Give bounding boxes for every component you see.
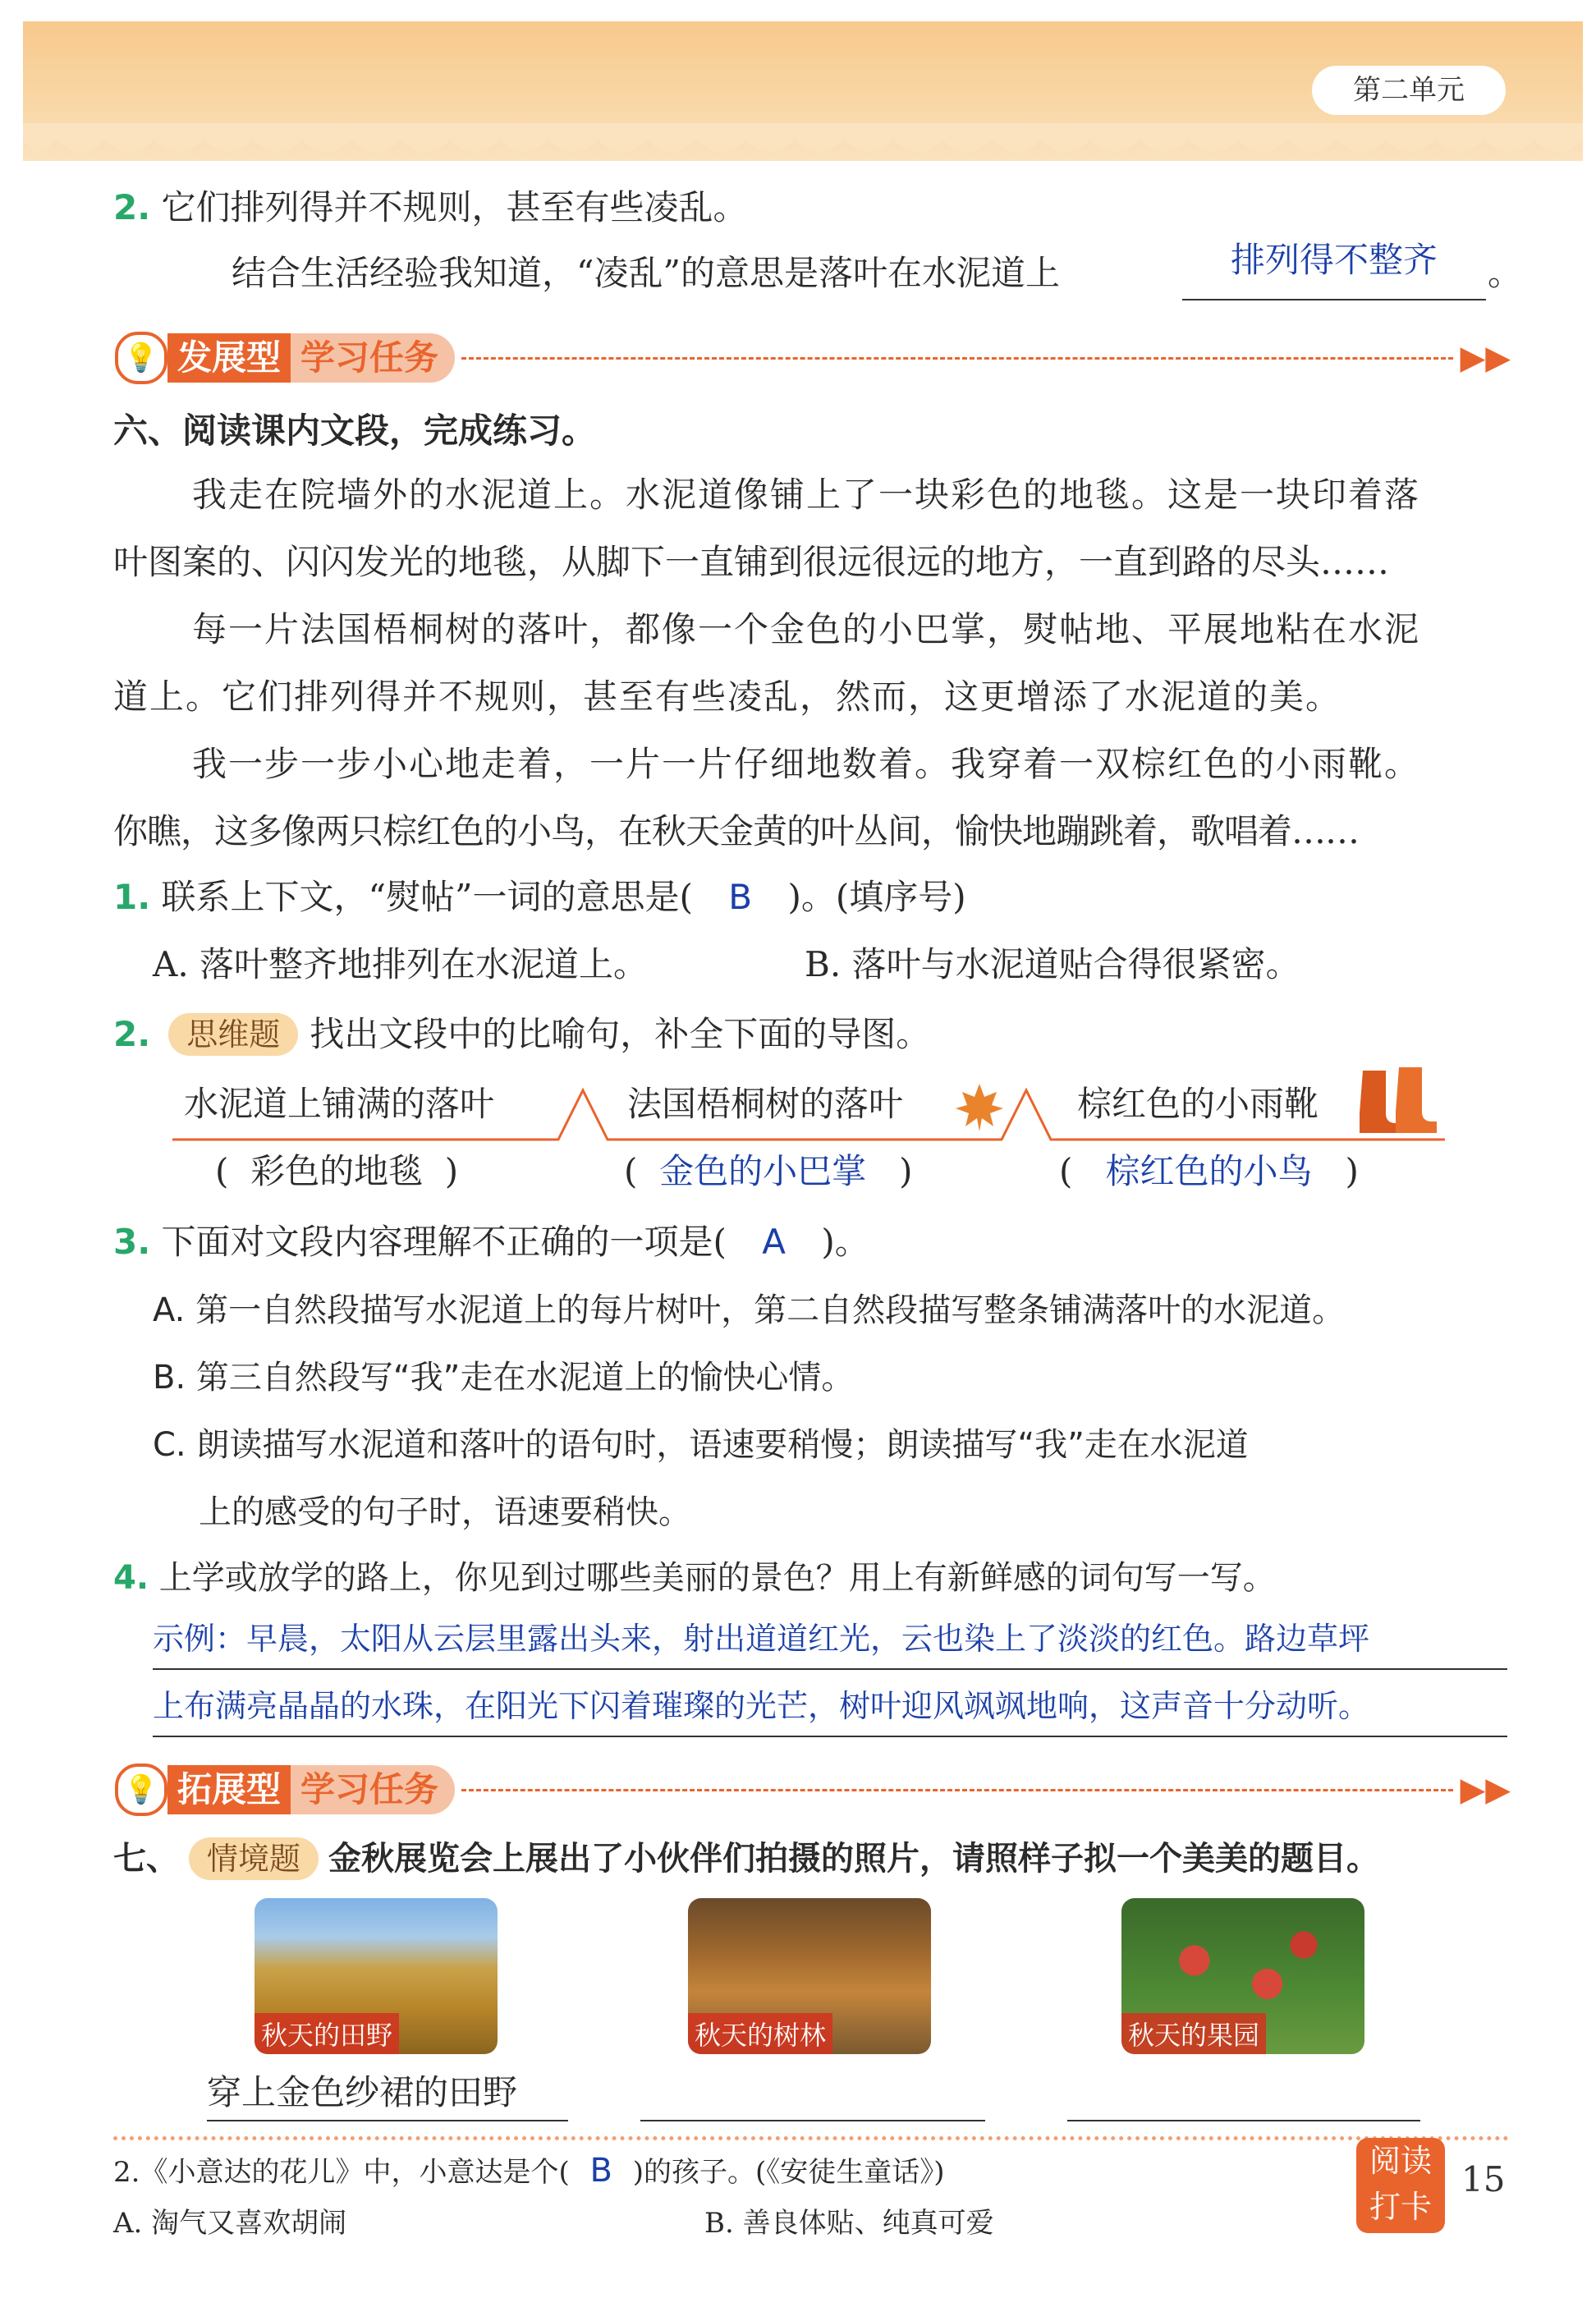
option-a: A. 第一自然段描写水泥道上的每片树叶，第二自然段描写整条铺满落叶的水泥道。 xyxy=(153,1291,1346,1329)
mindmap-answer-1: ( 彩色的地毯 ) xyxy=(215,1151,459,1191)
footer-divider xyxy=(113,2136,1509,2140)
mindmap-item-2: 法国梧桐树的落叶 xyxy=(627,1084,904,1124)
title-line-1[interactable] xyxy=(207,2066,568,2121)
footer-question-end: )的孩子。(《安徒生童话》) xyxy=(632,2156,945,2189)
footer-answer[interactable]: B xyxy=(589,2152,612,2190)
photo-caption: 秋天的树林 xyxy=(688,2013,832,2054)
option-c-line-2: 上的感受的句子时，语速要稍快。 xyxy=(199,1493,691,1531)
footer-option-b: B. 善良体贴、纯真可爱 xyxy=(704,2207,994,2240)
photo-caption: 秋天的田野 xyxy=(255,2013,399,2054)
heading-prefix: 七、 xyxy=(113,1840,179,1878)
question-2-top xyxy=(113,187,748,228)
question-text-end: )。(填序号) xyxy=(787,877,966,917)
photo-orchard xyxy=(1121,1898,1364,2054)
footer-question xyxy=(113,2149,945,2190)
question-text: 联系上下文，“熨帖”一词的意思是( xyxy=(161,877,693,917)
photo-field xyxy=(255,1898,498,2054)
answer-text: 示例：早晨，太阳从云层里露出头来，射出道道红光，云也染上了淡淡的红色。路边草坪 xyxy=(153,1621,1370,1657)
prompt-end: 。 xyxy=(1488,253,1523,293)
question-text: 它们排列得并不规则，甚至有些凌乱。 xyxy=(161,187,748,227)
double-arrow-icon: ▶▶ xyxy=(1460,1771,1511,1809)
header-wave xyxy=(23,123,1583,172)
section-task: 学习任务 xyxy=(291,333,455,383)
section-task: 学习任务 xyxy=(291,1765,455,1814)
option-b: B. 落叶与水泥道贴合得很紧密。 xyxy=(805,944,1300,984)
footer-option-a: A. 淘气又喜欢胡闹 xyxy=(113,2207,347,2240)
title-line-3[interactable] xyxy=(1067,2066,1420,2121)
question-2-prompt xyxy=(232,253,1060,294)
answer-text: 彩色的地毯 xyxy=(250,1151,424,1191)
dashed-line xyxy=(461,1789,1453,1791)
question-text: 下面对文段内容理解不正确的一项是( xyxy=(161,1222,727,1262)
question-4 xyxy=(113,1558,1276,1598)
prompt-text: 结合生活经验我知道，“凌乱”的意思是落叶在水泥道上 xyxy=(232,253,1060,293)
section-type: 发展型 xyxy=(167,333,291,383)
answer-choice[interactable]: B xyxy=(728,877,753,917)
scenario-tag: 情境题 xyxy=(189,1837,319,1880)
passage-line-4: 道上。它们排列得并不规则，甚至有些凌乱，然而，这更增添了水泥道的美。 xyxy=(113,677,1342,717)
option-a: A. 落叶整齐地排列在水泥道上。 xyxy=(153,944,649,984)
question-number: 1. xyxy=(113,877,151,917)
photo-caption: 秋天的果园 xyxy=(1121,2013,1266,2054)
question-number: 4. xyxy=(113,1559,149,1597)
answer-text: 金色的小巴掌 xyxy=(659,1151,867,1191)
page-number: 15 xyxy=(1461,2159,1506,2199)
passage-line-3: 每一片法国梧桐树的落叶，都像一个金色的小巴掌，熨帖地、平展地粘在水泥 xyxy=(192,609,1421,649)
mindmap-answer-2: ( 金色的小巴掌 ) xyxy=(624,1151,913,1191)
option-b: B. 第三自然段写“我”走在水泥道上的愉快心情。 xyxy=(153,1359,855,1397)
question-text: 找出文段中的比喻句，补全下面的导图。 xyxy=(310,1013,931,1054)
photo-forest xyxy=(688,1898,931,2054)
lightbulb-icon: 💡 xyxy=(115,1764,167,1816)
card-line-1: 阅读 xyxy=(1369,2143,1432,2179)
question-1 xyxy=(113,877,966,918)
dashed-line xyxy=(461,357,1453,360)
double-arrow-icon: ▶▶ xyxy=(1460,339,1511,377)
answer-line-2[interactable] xyxy=(153,1681,1507,1737)
card-line-2: 打卡 xyxy=(1369,2189,1432,2225)
section-type: 拓展型 xyxy=(167,1765,291,1814)
mindmap-answer-3: ( 棕红色的小鸟 ) xyxy=(1059,1151,1359,1191)
part6-heading: 六、阅读课内文段，完成练习。 xyxy=(113,410,597,451)
question-text-end: )。 xyxy=(821,1222,869,1262)
passage-line-5: 我一步一步小心地走着，一片一片仔细地数着。我穿着一双棕红色的小雨靴。 xyxy=(192,744,1421,784)
passage-line-1: 我走在院墙外的水泥道上。水泥道像铺上了一块彩色的地毯。这是一块印着落 xyxy=(192,475,1421,515)
mindmap-item-3: 棕红色的小雨靴 xyxy=(1077,1084,1319,1124)
section-banner-develop xyxy=(115,332,1511,384)
footer-question-text: 2.《小意达的花儿》中，小意达是个( xyxy=(113,2156,570,2189)
question-number: 2. xyxy=(113,1013,151,1054)
reading-checkin-card[interactable] xyxy=(1356,2138,1445,2233)
example-title: 穿上金色纱裙的田野 xyxy=(207,2072,518,2112)
heading-text: 金秋展览会上展出了小伙伴们拍摄的照片，请照样子拟一个美美的题目。 xyxy=(328,1840,1380,1878)
maple-leaf-icon xyxy=(952,1080,1007,1135)
question-2 xyxy=(113,1013,930,1056)
question-number: 2. xyxy=(113,187,151,227)
option-c-line-1: C. 朗读描写水泥道和落叶的语句时，语速要稍慢；朗读描写“我”走在水泥道 xyxy=(153,1426,1249,1464)
unit-badge: 第二单元 xyxy=(1312,66,1506,115)
question-number: 3. xyxy=(113,1222,151,1262)
question-text: 上学或放学的路上，你见到过哪些美丽的景色？用上有新鲜感的词句写一写。 xyxy=(158,1559,1276,1597)
title-line-2[interactable] xyxy=(640,2066,985,2121)
question-3 xyxy=(113,1222,869,1263)
thinking-tag: 思维题 xyxy=(168,1013,298,1056)
rain-boots-icon xyxy=(1355,1064,1445,1138)
mindmap-item-1: 水泥道上铺满的落叶 xyxy=(184,1084,495,1124)
part7-heading xyxy=(113,1837,1379,1880)
answer-line-1[interactable] xyxy=(153,1614,1507,1670)
passage-line-2: 叶图案的、闪闪发光的地毯，从脚下一直铺到很远很远的地方，一直到路的尽头…… xyxy=(113,542,1390,582)
answer-text: 排列得不整齐 xyxy=(1230,240,1438,280)
answer-choice[interactable]: A xyxy=(762,1222,787,1262)
answer-text: 上布满亮晶晶的水珠，在阳光下闪着璀璨的光芒，树叶迎风飒飒地响，这声音十分动听。 xyxy=(153,1688,1370,1724)
section-banner-expand xyxy=(115,1764,1511,1816)
answer-blank[interactable] xyxy=(1182,240,1486,300)
passage-line-6: 你瞧，这多像两只棕红色的小鸟，在秋天金黄的叶丛间，愉快地蹦跳着，歌唱着…… xyxy=(113,811,1360,851)
answer-text: 棕红色的小鸟 xyxy=(1105,1151,1313,1191)
lightbulb-icon: 💡 xyxy=(115,332,167,384)
